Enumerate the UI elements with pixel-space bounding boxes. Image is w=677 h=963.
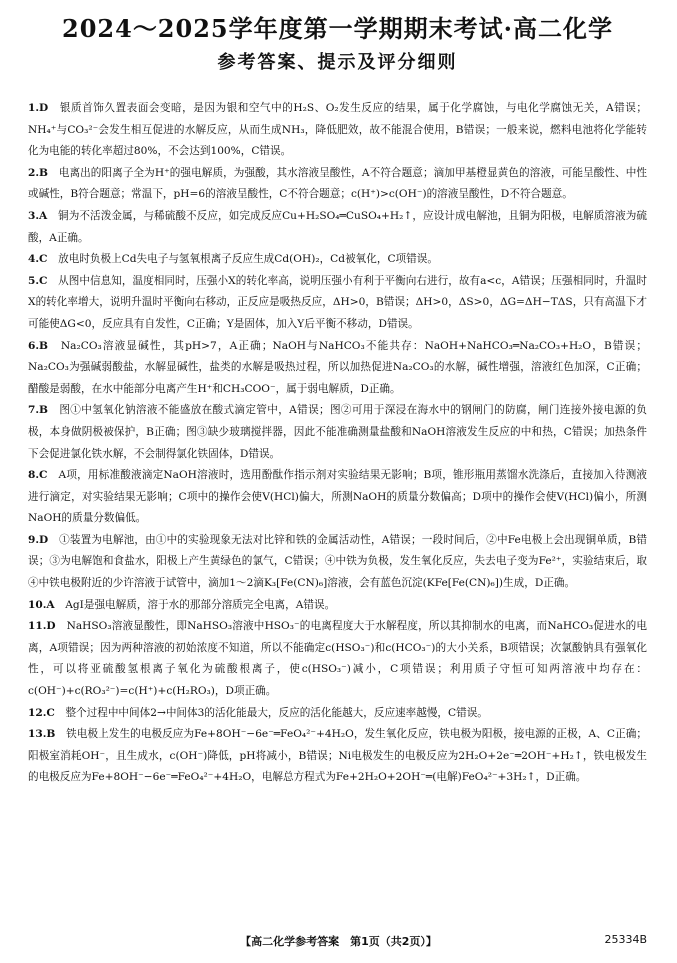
- answer-list: [28, 98, 647, 789]
- answer-number: 6.B: [28, 339, 49, 352]
- answer-text: ①装置为电解池，由①中的实验现象无法对比锌和铁的金属活动性，A错误；一段时间后，②中Fe电极上会出现铜单质，B错误；③为电解饱和食盐水，阳极上产生黄绿色的氯气，C错误；④中铁为负极，发生氧化反应，失去电子变为Fe²⁺，实验结束后，取④中铁电极附近的少许溶液于试管中，滴加1～2滴K₃[Fe(CN)₆]溶液，会有蓝色沉淀(KFe[Fe(CN)₆])生成，D正确。: [28, 533, 648, 590]
- answer-text: AgI是强电解质，溶于水的那部分溶质完全电离，A错误。: [65, 598, 336, 611]
- answer-text: 铁电极上发生的电极反应为Fe+8OH⁻−6e⁻═FeO₄²⁻+4H₂O，发生氧化反应，铁电极为阳极，接电源的正极，A、C正确；阳极室消耗OH⁻，且生成水，c(OH⁻)降低，pH将减小，B错误；Ni电极发生的电极反应为2H₂O+2e⁻═2OH⁻+H₂↑，铁电极发生的电极反应为Fe+8OH⁻−6e⁻═FeO₄²⁻+4H₂O，电解总方程式为Fe+2H₂O+2OH⁻═(电解)FeO₄²⁻+3H₂↑，D正确。: [28, 728, 647, 784]
- answer-number: 13.B: [28, 728, 56, 741]
- page-footer: 【高二化学参考答案 第1页（共2页）】: [240, 935, 437, 948]
- answer-number: 2.B: [28, 166, 49, 179]
- answer-text: 整个过程中中间体2→中间体3的活化能最大，反应的活化能越大，反应速率越慢，C错误。: [65, 706, 488, 719]
- answer-number: 11.D: [28, 620, 56, 633]
- answer-text: 放电时负极上Cd失电子与氢氧根离子反应生成Cd(OH)₂，Cd被氧化，C项错误。: [58, 253, 438, 266]
- answer-text: A项，用标准酸液滴定NaOH溶液时，选用酚酞作指示剂对实验结果无影响；B项，锥形瓶用蒸馏水洗涤后，直接加入待测液进行滴定，对实验结果无影响；C项中的操作会使V(HCl)偏大，所测NaOH的质量分数偏高；D项中的操作会使V(HCl)偏小，所测NaOH的质量分数偏低。: [28, 469, 647, 525]
- answer-item: [28, 271, 647, 336]
- paper-code: 25334B: [604, 933, 647, 946]
- answer-number: 7.B: [28, 404, 49, 417]
- answer-text: 从图中信息知，温度相同时，压强小X的转化率高，说明压强小有利于平衡向右进行，故有a<c，A错误；压强相同时，升温时X的转化率增大，说明升温时平衡向右移动，正反应是吸热反应，ΔH>0，B错误；ΔH>0，ΔS>0，ΔG=ΔH−TΔS，只有高温下才可能使ΔG<0，反应具有自发性，C正确；Y是固体，加入Y后平衡不移动，D错误。: [28, 274, 647, 330]
- answer-item: [28, 336, 647, 401]
- answer-item: [28, 703, 647, 725]
- answer-number: 12.C: [28, 706, 55, 719]
- page-subtitle: 参考答案、提示及评分细则: [217, 52, 458, 73]
- answer-text: Na₂CO₃溶液显碱性，其pH>7，A正确；NaOH与NaHCO₃不能共存：NaOH+NaHCO₃═Na₂CO₃+H₂O，B错误；Na₂CO₃为强碱弱酸盐，水解显碱性，盐类的水解是吸热过程，所以加热促进Na₂CO₃的水解，碱性增强，溶液红色加深，C正确；醋酸是弱酸，在水中能部分电离产生H⁺和CH₃COO⁻，属于弱电解质，D正确。: [28, 339, 647, 395]
- answer-item: [28, 616, 647, 702]
- answer-text: 图①中氢氧化钠溶液不能盛放在酸式滴定管中，A错误；图②可用于深浸在海水中的钢闸门的防腐，闸门连接外接电源的负极，本身做阴极被保护，B正确；图③缺少玻璃搅拌器，因此不能准确测量盐酸和NaOH溶液发生反应的中和热，C错误；加热条件下会促进氯化铁水解，不会制得氯化铁固体，D错误。: [28, 404, 647, 460]
- answer-number: 5.C: [28, 274, 48, 287]
- answer-text: 电离出的阳离子全为H⁺的强电解质，为强酸，其水溶液呈酸性，A不符合题意；滴加甲基橙显黄色的溶液，可能呈酸性、中性或碱性，B符合题意；常温下，pH=6的溶液呈酸性，C不符合题意；c(H⁺)>c(OH⁻)的溶液呈酸性，D不符合题意。: [28, 166, 648, 201]
- answer-number: 9.D: [28, 533, 49, 546]
- page-title: 2024～2025学年度第一学期期末考试·高二化学: [62, 14, 613, 43]
- answer-item: [28, 163, 647, 206]
- answer-number: 4.C: [28, 253, 48, 266]
- answer-text: 银质首饰久置表面会变暗，是因为银和空气中的H₂S、O₂发生反应的结果，属于化学腐蚀，与电化学腐蚀无关，A错误；NH₄⁺与CO₃²⁻会发生相互促进的水解反应，从而生成NH₃，降低肥效，故不能混合使用，B错误；一般来说，燃料电池将化学能转化为电能的转化率超过80%，不会达到100%，C错误。: [28, 102, 647, 158]
- answer-item: [28, 530, 647, 595]
- answer-number: 8.C: [28, 469, 48, 482]
- answer-item: [28, 465, 647, 530]
- answer-number: 3.A: [28, 209, 48, 222]
- answer-text: 铜为不活泼金属，与稀硫酸不反应，如完成反应Cu+H₂SO₄═CuSO₄+H₂↑，应设计成电解池，且铜为阳极，电解质溶液为硫酸，A正确。: [28, 209, 647, 244]
- answer-number: 10.A: [28, 598, 55, 611]
- answer-item: [28, 595, 647, 617]
- answer-item: [28, 724, 647, 789]
- answer-number: 1.D: [28, 102, 49, 114]
- answer-text: NaHSO₃溶液显酸性，即NaHSO₃溶液中HSO₃⁻的电离程度大于水解程度，所以其抑制水的电离，而NaHCO₃促进水的电离，A项错误；因为两种溶液的初始浓度不知道，所以不能确定c(HSO₃⁻)和c(HCO₃⁻)的大小关系，B项错误；次氯酸钠具有强氧化性，可以将亚硫酸氢根离子氧化为硫酸根离子，使c(HSO₃⁻)减小，C项错误；利用质子守恒可知两溶液中均存在：c(OH⁻)+c(RO₃²⁻)=c(H⁺)+c(H₂RO₃)，D项正确。: [28, 620, 648, 698]
- answer-item: [28, 206, 647, 249]
- answer-item: [28, 98, 647, 163]
- answer-item: [28, 400, 647, 465]
- answer-item: [28, 249, 647, 271]
